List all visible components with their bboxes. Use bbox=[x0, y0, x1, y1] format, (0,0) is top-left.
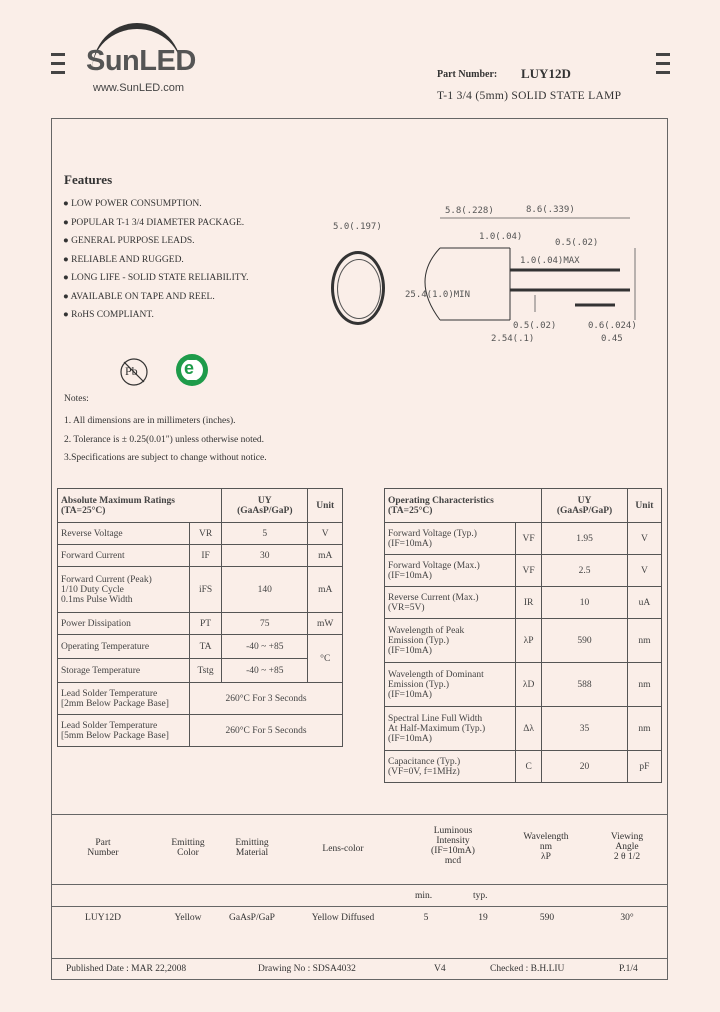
op-char-title: Operating Characteristics (TA=25°C) bbox=[385, 489, 542, 523]
table-row: Forward Voltage (Max.) (IF=10mA) VF 2.5 V bbox=[385, 555, 662, 587]
sel-header-viewing: Viewing Angle 2 θ 1/2 bbox=[610, 832, 644, 862]
dim-label: 5.8(.228) bbox=[445, 206, 494, 216]
header-bar-left-3 bbox=[51, 71, 65, 74]
company-logo: SunLED bbox=[86, 45, 196, 77]
table-row: Storage Temperature Tstg -40 ~ +85 bbox=[58, 659, 343, 683]
feature-item: ● POPULAR T-1 3/4 DIAMETER PACKAGE. bbox=[63, 217, 245, 228]
abs-max-title: Absolute Maximum Ratings (TA=25°C) bbox=[58, 489, 222, 523]
op-char-col-uy: UY (GaAsP/GaP) bbox=[542, 489, 628, 523]
feature-item: ● LOW POWER CONSUMPTION. bbox=[63, 199, 202, 209]
table-row: Forward Current (Peak) 1/10 Duty Cycle 0.1ms Pulse Width iFS 140 mA bbox=[58, 567, 343, 613]
sel-typ-label: typ. bbox=[473, 891, 488, 901]
footer-published: Published Date : MAR 22,2008 bbox=[66, 964, 187, 974]
dim-label: 8.6(.339) bbox=[526, 205, 575, 215]
selection-mid-divider bbox=[51, 884, 668, 885]
header-bar-left-1 bbox=[51, 53, 65, 56]
part-number: LUY12D bbox=[521, 66, 571, 81]
abs-max-col-uy: UY (GaAsP/GaP) bbox=[222, 489, 308, 523]
footer-page: P.1/4 bbox=[619, 964, 638, 974]
table-row: Spectral Line Full Width At Half-Maximum (Typ.) (IF=10mA) Δλ 35 nm bbox=[385, 707, 662, 751]
note-item: 3.Specifications are subject to change without notice. bbox=[64, 453, 267, 463]
dim-label: 0.45 bbox=[601, 334, 623, 344]
table-row: Lead Solder Temperature [2mm Below Package Base] 260°C For 3 Seconds bbox=[58, 683, 343, 715]
sel-part: LUY12D bbox=[85, 913, 121, 923]
dim-label: 0.6(.024) bbox=[588, 321, 637, 331]
rohs-e-icon: e bbox=[174, 352, 210, 388]
note-item: 2. Tolerance is ± 0.25(0.01") unless otherwise noted. bbox=[64, 434, 265, 445]
header-bar-right-1 bbox=[656, 53, 670, 56]
dim-label: 1.0(.04)MAX bbox=[520, 256, 580, 266]
table-row: Capacitance (Typ.) (VF=0V, f=1MHz) C 20 pF bbox=[385, 751, 662, 783]
selection-top-divider bbox=[51, 814, 668, 815]
table-row: Forward Current IF 30 mA bbox=[58, 545, 343, 567]
table-row: Operating Temperature TA -40 ~ +85 °C bbox=[58, 635, 343, 659]
notes-title: Notes: bbox=[64, 394, 89, 404]
sel-min-label: min. bbox=[415, 891, 433, 901]
header-bar-left-2 bbox=[51, 62, 65, 65]
sel-header-lens: Lens-color bbox=[322, 844, 364, 854]
table-row: Lead Solder Temperature [5mm Below Package Base] 260°C For 5 Seconds bbox=[58, 715, 343, 747]
feature-item: ● GENERAL PURPOSE LEADS. bbox=[63, 236, 195, 246]
dim-label: 0.5(.02) bbox=[513, 321, 557, 331]
footer-drawing: Drawing No : SDSA4032 bbox=[258, 964, 356, 974]
table-row: Wavelength of Dominant Emission (Typ.) (IF=10mA) λD 588 nm bbox=[385, 663, 662, 707]
feature-item: ● AVAILABLE ON TAPE AND REEL. bbox=[63, 291, 215, 302]
note-item: 1. All dimensions are in millimeters (inches). bbox=[64, 416, 236, 426]
footer-checked: Checked : B.H.LIU bbox=[490, 964, 565, 974]
sel-wavelength: 590 bbox=[539, 913, 555, 923]
table-row: Power Dissipation PT 75 mW bbox=[58, 613, 343, 635]
sel-header-color: Emitting Color bbox=[171, 838, 205, 858]
table-row: Reverse Voltage VR 5 V bbox=[58, 523, 343, 545]
table-row: Forward Voltage (Typ.) (IF=10mA) VF 1.95 V bbox=[385, 523, 662, 555]
sel-typ: 19 bbox=[478, 913, 488, 923]
table-row: Wavelength of Peak Emission (Typ.) (IF=10mA) λP 590 nm bbox=[385, 619, 662, 663]
sel-header-material: Emitting Material bbox=[235, 838, 269, 858]
feature-item: ● LONG LIFE - SOLID STATE RELIABILITY. bbox=[63, 273, 249, 283]
notes-list bbox=[64, 412, 267, 468]
company-url[interactable]: www.SunLED.com bbox=[93, 82, 185, 94]
dim-label: 0.5(.02) bbox=[555, 238, 599, 248]
pb-free-icon: Pb bbox=[118, 356, 150, 388]
sel-color: Yellow bbox=[174, 913, 202, 923]
op-char-col-unit: Unit bbox=[627, 489, 661, 523]
sel-header-luminous: Luminous Intensity (IF=10mA) mcd bbox=[431, 826, 475, 866]
dim-label: 2.54(.1) bbox=[491, 334, 535, 344]
op-char-table bbox=[384, 488, 662, 783]
feature-item: ● RoHS COMPLIANT. bbox=[63, 310, 154, 320]
abs-max-col-unit: Unit bbox=[308, 489, 343, 523]
features-title: Features bbox=[64, 172, 113, 187]
header-bar-right-2 bbox=[656, 62, 670, 65]
header-bar-right-3 bbox=[656, 71, 670, 74]
product-description: T-1 3/4 (5mm) SOLID STATE LAMP bbox=[437, 90, 622, 102]
footer-version: V4 bbox=[434, 964, 446, 974]
abs-max-table bbox=[57, 488, 343, 747]
sel-header-part: Part Number bbox=[87, 838, 119, 858]
sel-viewing: 30° bbox=[620, 913, 634, 923]
dim-label: 1.0(.04) bbox=[479, 232, 523, 242]
lamp-top-view-inner bbox=[337, 259, 381, 319]
table-row: Reverse Current (Max.) (VR=5V) IR 10 uA bbox=[385, 587, 662, 619]
sel-lens: Yellow Diffused bbox=[311, 913, 375, 923]
dim-label: 25.4(1.0)MIN bbox=[405, 290, 471, 300]
feature-item: ● RELIABLE AND RUGGED. bbox=[63, 254, 184, 265]
dim-label: 5.0(.197) bbox=[333, 222, 382, 232]
sel-material: GaAsP/GaP bbox=[229, 913, 275, 923]
selection-row-divider bbox=[51, 906, 668, 907]
sel-min: 5 bbox=[423, 913, 429, 923]
part-number-label: Part Number: bbox=[437, 69, 498, 80]
footer-divider bbox=[51, 958, 668, 959]
sel-header-wavelength: Wavelength nm λP bbox=[523, 832, 569, 862]
features-list bbox=[63, 195, 249, 325]
